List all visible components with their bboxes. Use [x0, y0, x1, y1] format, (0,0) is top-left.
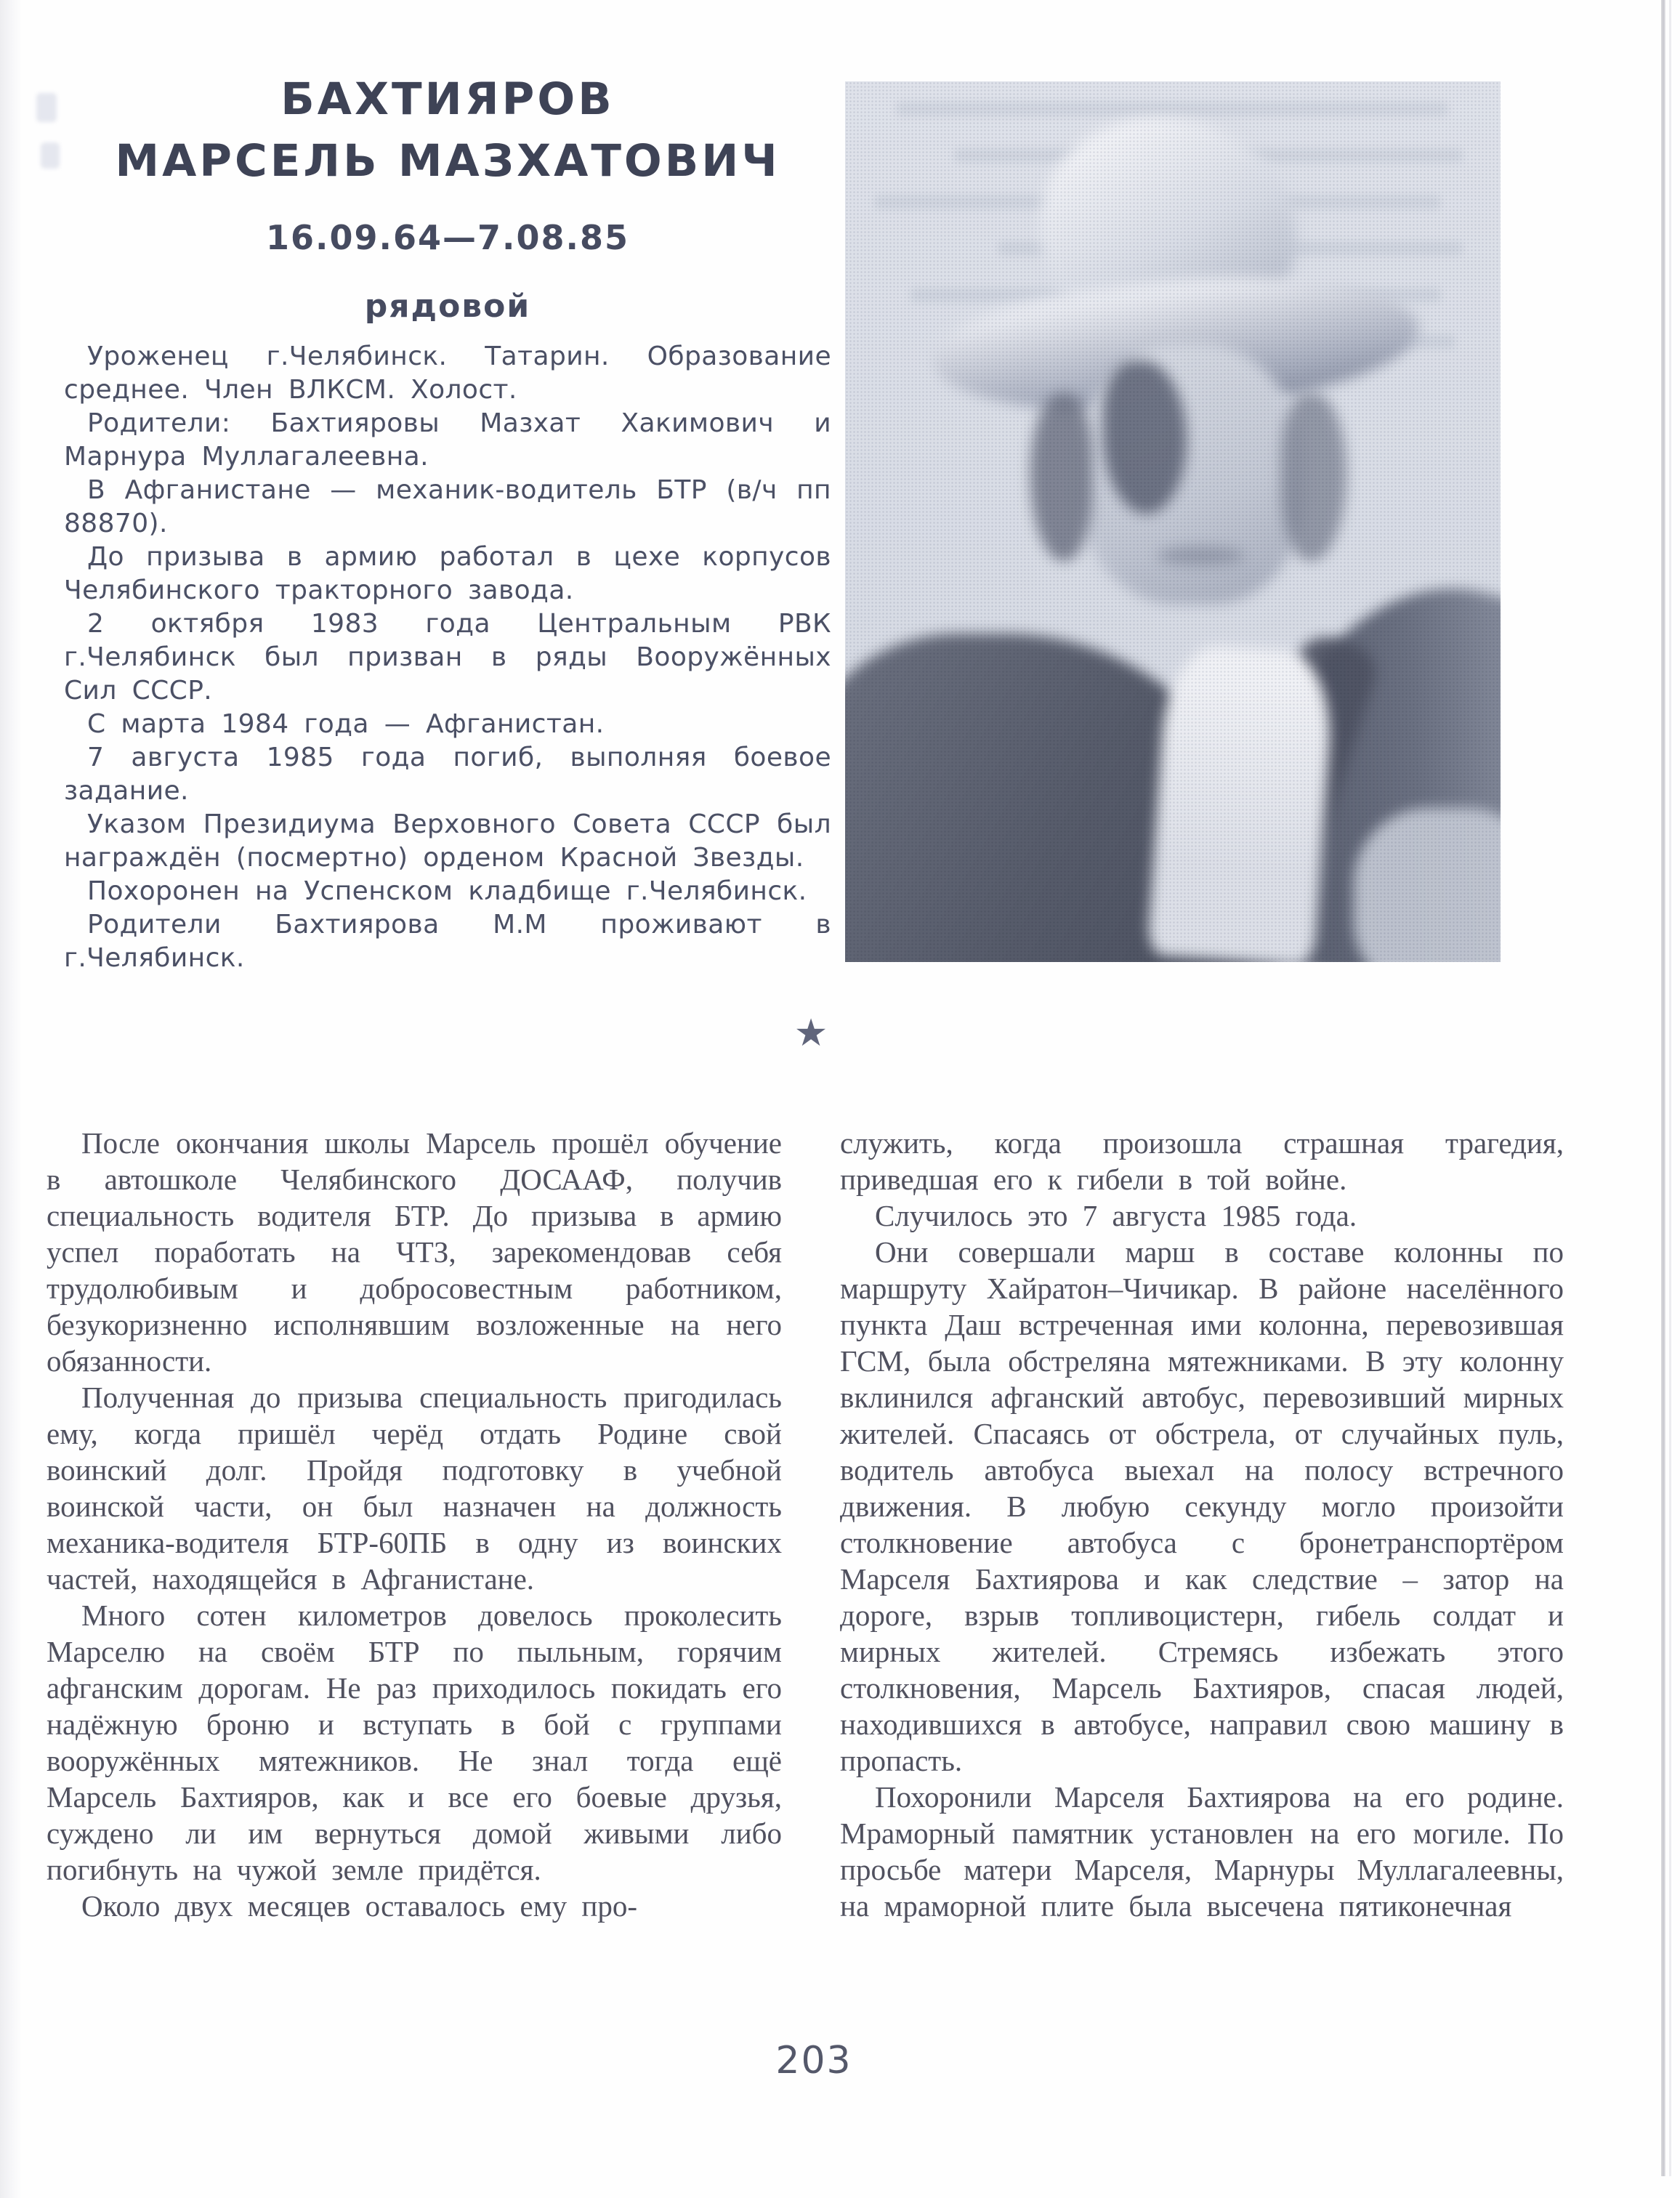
page-edge-line-inner [1669, 0, 1671, 2176]
bio-paragraph: Родители: Бахтияровы Мазхат Хакимович и Марнура Муллагалеевна. [64, 408, 831, 472]
essay-paragraph: Много сотен километров довелось проколесить Марселю на своём БТР по пыльным, горячим афганским дорогам. Не раз приходилось покидать его надёжную броню и вступать в бой с группами вооружённых мятежников. Не знал тогда ещё Марсель Бахтияров, как и все его боевые друзья, суждено ли им вернуться домой живыми либо погибнуть на чужой земле придётся. [47, 1599, 782, 1886]
bio-paragraph: Похоронен на Успенском кладбище г.Челябинск. [87, 876, 807, 906]
memorial-header [64, 73, 831, 325]
bio-paragraph: До призыва в армию работал в цехе корпусов Челябинского тракторного завода. [64, 542, 831, 605]
essay-right-column [840, 1125, 1564, 1924]
page-number: 203 [775, 2039, 852, 2082]
portrait-photo [845, 81, 1501, 962]
biography-block [64, 340, 831, 975]
page-gutter-shadow [0, 0, 22, 2198]
star-icon: ★ [793, 1011, 828, 1055]
essay-paragraph: Около двух месяцев оставалось ему про- [81, 1889, 637, 1923]
bio-paragraph: В Афганистане — механик-водитель БТР (в/ч пп 88870). [64, 475, 831, 538]
bio-paragraph: Указом Президиума Верховного Совета СССР был награждён (посмертно) орденом Красной Звезды. [64, 809, 831, 873]
surname-title: БАХТИЯРОВ [280, 73, 615, 125]
bio-paragraph: 2 октября 1983 года Центральным РВК г.Челябинск был призван в ряды Вооружённых Сил СССР. [64, 609, 831, 706]
life-dates: 16.09.64—7.08.85 [266, 218, 629, 257]
essay-paragraph: Похоронили Марселя Бахтиярова на его родине. Мраморный памятник установлен на его могиле. По просьбе матери Марселя, Марнуры Муллагалеевны, на мраморной плите была высечена пятиконечная [840, 1780, 1564, 1923]
essay-paragraph: служить, когда произошла страшная трагедия, приведшая его к гибели в той войне. [840, 1126, 1564, 1196]
halftone-overlay [845, 81, 1501, 962]
bleed-through-mark [36, 93, 57, 122]
bleed-through-mark [41, 142, 60, 169]
page-edge-line [1661, 0, 1665, 2176]
essay-paragraph: Случилось это 7 августа 1985 года. [875, 1199, 1357, 1232]
essay-paragraph: Полученная до призыва специальность пригодилась ему, когда пришёл черёд отдать Родине свой воинский долг. Пройдя подготовку в учебной воинской части, он был назначен на должность механика-водителя БТР-60ПБ в одну из воинских частей, находящейся в Афганистане. [47, 1381, 782, 1596]
bio-paragraph: С марта 1984 года — Афганистан. [87, 709, 605, 739]
military-rank: рядовой [364, 288, 531, 325]
essay-left-column [47, 1125, 782, 1924]
name-patronymic-title: МАРСЕЛЬ МАЗХАТОВИЧ [115, 135, 780, 187]
bio-paragraph: Родители Бахтиярова М.М проживают в г.Челябинск. [64, 910, 831, 973]
essay-paragraph: Они совершали марш в составе колонны по маршруту Хайратон–Чичикар. В районе населённого пункта Даш встреченная ими колонна, перевозившая ГСМ, была обстреляна мятежниками. В эту колонну вклинился афганский автобус, перевозивший мирных жителей. Спасаясь от обстрела, от случайных пуль, водитель автобуса выехал на полосу встречного движения. В любую секунду могло произойти столкновение автобуса с бронетранспортёром Марселя Бахтиярова и как следствие – затор на дороге, взрыв топливоцистерн, гибель солдат и мирных жителей. Стремясь избежать этого столкновения, Марсель Бахтияров, спасая людей, находившихся в автобусе, направил свою машину в пропасть. [840, 1235, 1564, 1777]
essay-paragraph: После окончания школы Марсель прошёл обучение в автошколе Челябинского ДОСААФ, получив специальность водителя БТР. До призыва в армию успел поработать на ЧТЗ, зарекомендовав себя трудолюбивым и добросовестным работником, безукоризненно исполнявшим возложенные на него обязанности. [47, 1126, 782, 1378]
bio-paragraph: Уроженец г.Челябинск. Татарин. Образование среднее. Член ВЛКСМ. Холост. [64, 342, 831, 405]
bio-paragraph: 7 августа 1985 года погиб, выполняя боевое задание. [64, 743, 831, 806]
